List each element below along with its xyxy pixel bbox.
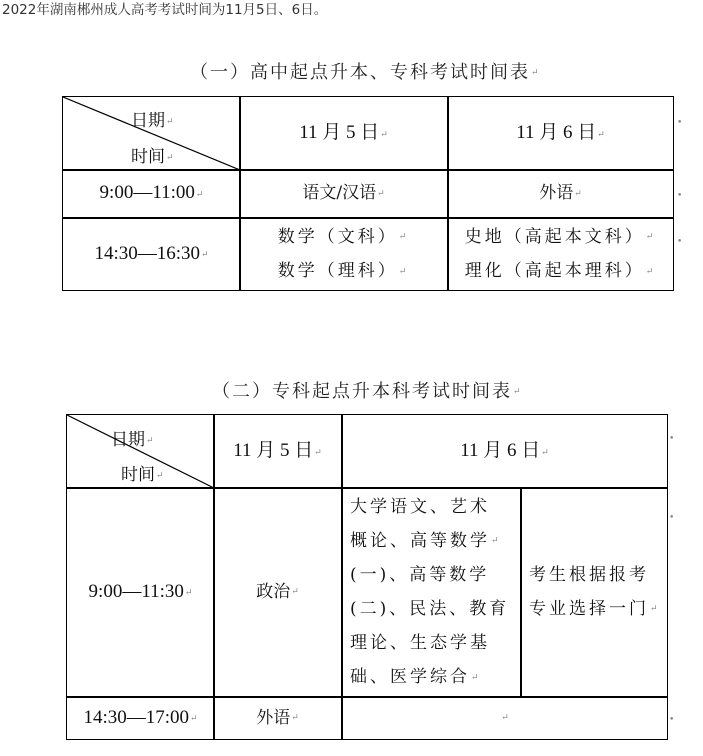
- subject-cell: [240, 218, 447, 290]
- subject-cell: [448, 218, 673, 290]
- note-line: 专业选择一门: [529, 598, 649, 619]
- exam-schedule-table-1: [62, 96, 674, 291]
- paragraph-mark-icon: ↵: [513, 387, 523, 397]
- table1-caption: [190, 58, 541, 84]
- time-text: 14:30—16:30: [94, 242, 200, 264]
- diag-top-text: 日期: [131, 111, 165, 131]
- subject-text: 数学（理科）: [277, 261, 398, 281]
- paragraph-mark-icon: ↵: [156, 470, 164, 481]
- paragraph-mark-icon: ↵: [314, 446, 322, 457]
- paragraph-mark-icon: ↵: [291, 587, 299, 598]
- date-nov5-text: 11 月 5 日: [299, 122, 380, 144]
- subject-line: 大学语文、艺术: [350, 496, 490, 517]
- divider: [520, 487, 522, 696]
- time-text: 9:00—11:00: [99, 182, 195, 204]
- paragraph-mark-icon: •: [669, 513, 675, 523]
- paragraph-mark-icon: ↵: [146, 435, 154, 446]
- paragraph-mark-icon: ↵: [398, 266, 410, 277]
- date-nov5-text: 11 月 5 日: [233, 440, 314, 462]
- note-line: 考生根据报考: [529, 564, 649, 585]
- subject-text: 数学（文科）: [277, 226, 398, 247]
- paragraph-mark-icon: •: [669, 434, 675, 444]
- subject-cell: [448, 170, 673, 217]
- time-text: 14:30—17:00: [83, 706, 189, 728]
- paragraph-mark-icon: ↵: [190, 713, 198, 724]
- intro-text: 2022年湖南郴州成人高考考试时间为11月5日、6日。: [2, 2, 328, 18]
- diag-label-time: [131, 142, 174, 167]
- header-diagonal-cell: [63, 97, 240, 170]
- note-cell: [529, 488, 669, 696]
- paragraph-mark-icon: ↵: [184, 587, 193, 598]
- date-nov6-text: 11 月 6 日: [460, 440, 541, 462]
- table1-caption-text: （一）高中起点升本、专科考试时间表: [190, 62, 530, 83]
- header-date-nov5: [214, 415, 341, 488]
- diag-label-time: [121, 460, 164, 485]
- subject-cell: [240, 170, 447, 217]
- header-date-nov6: [342, 415, 667, 488]
- diag-bottom-text: 时间: [121, 465, 155, 485]
- subject-cell: [214, 488, 341, 696]
- paragraph-mark-icon: ↵: [291, 713, 299, 724]
- header-date-nov5: [240, 97, 447, 170]
- subject-line: 概论、高等数学: [350, 530, 490, 551]
- diag-top-text: 日期: [111, 430, 145, 450]
- paragraph-mark-icon: ↵: [398, 232, 410, 242]
- paragraph-mark-icon: ↵: [645, 266, 657, 277]
- diag-label-date: [131, 106, 174, 131]
- table2-caption-text: （二）专科起点升本科考试时间表: [212, 381, 512, 402]
- paragraph-mark-icon: ↵: [645, 232, 657, 242]
- subject-text: 语文/汉语: [302, 183, 377, 204]
- header-date-nov6: [448, 97, 673, 170]
- time-text: 9:00—11:30: [88, 580, 184, 602]
- paragraph-mark-icon: ↵: [195, 188, 204, 199]
- diag-label-date: [111, 425, 154, 450]
- paragraph-mark-icon: •: [677, 237, 683, 247]
- subject-text: 外语: [539, 183, 574, 204]
- paragraph-mark-icon: ↵: [501, 713, 509, 724]
- date-nov6-text: 11 月 6 日: [516, 122, 597, 144]
- paragraph-mark-icon: ↵: [471, 672, 482, 683]
- subject-line: (一)、高等数学: [350, 565, 490, 585]
- paragraph-mark-icon: ↵: [541, 446, 549, 457]
- exam-schedule-table-2: [66, 414, 668, 740]
- diag-bottom-text: 时间: [131, 147, 165, 167]
- paragraph-mark-icon: •: [669, 715, 675, 725]
- subject-text: 史地（高起本文科）: [464, 226, 645, 247]
- paragraph-mark-icon: ↵: [597, 128, 605, 139]
- paragraph-mark-icon: ↵: [650, 604, 661, 615]
- subject-text: 理化（高起本理科）: [464, 261, 645, 281]
- subject-text: 外语: [256, 707, 291, 728]
- paragraph-mark-icon: ↵: [380, 128, 388, 139]
- time-cell: [67, 697, 214, 739]
- time-cell: [67, 488, 214, 696]
- time-cell: [63, 218, 240, 290]
- header-diagonal-cell: [67, 415, 214, 488]
- empty-cell: [342, 697, 667, 739]
- paragraph-mark-icon: ↵: [574, 188, 582, 199]
- subject-line: 理论、生态学基: [350, 633, 490, 653]
- paragraph-mark-icon: ↵: [201, 249, 209, 260]
- time-cell: [63, 170, 240, 217]
- subject-text: 政治: [256, 581, 291, 602]
- paragraph-mark-icon: •: [677, 118, 683, 128]
- paragraph-mark-icon: ↵: [531, 68, 541, 78]
- paragraph-mark-icon: ↵: [166, 152, 174, 163]
- table2-caption: [212, 377, 523, 403]
- paragraph-mark-icon: ↵: [491, 536, 502, 546]
- subject-list-cell: [350, 488, 520, 696]
- paragraph-mark-icon: •: [677, 191, 683, 201]
- subject-line: 础、医学综合: [350, 667, 470, 687]
- paragraph-mark-icon: ↵: [166, 116, 174, 127]
- paragraph-mark-icon: ↵: [377, 188, 385, 199]
- subject-line: (二)、民法、教育: [350, 599, 510, 619]
- subject-cell: [214, 697, 341, 739]
